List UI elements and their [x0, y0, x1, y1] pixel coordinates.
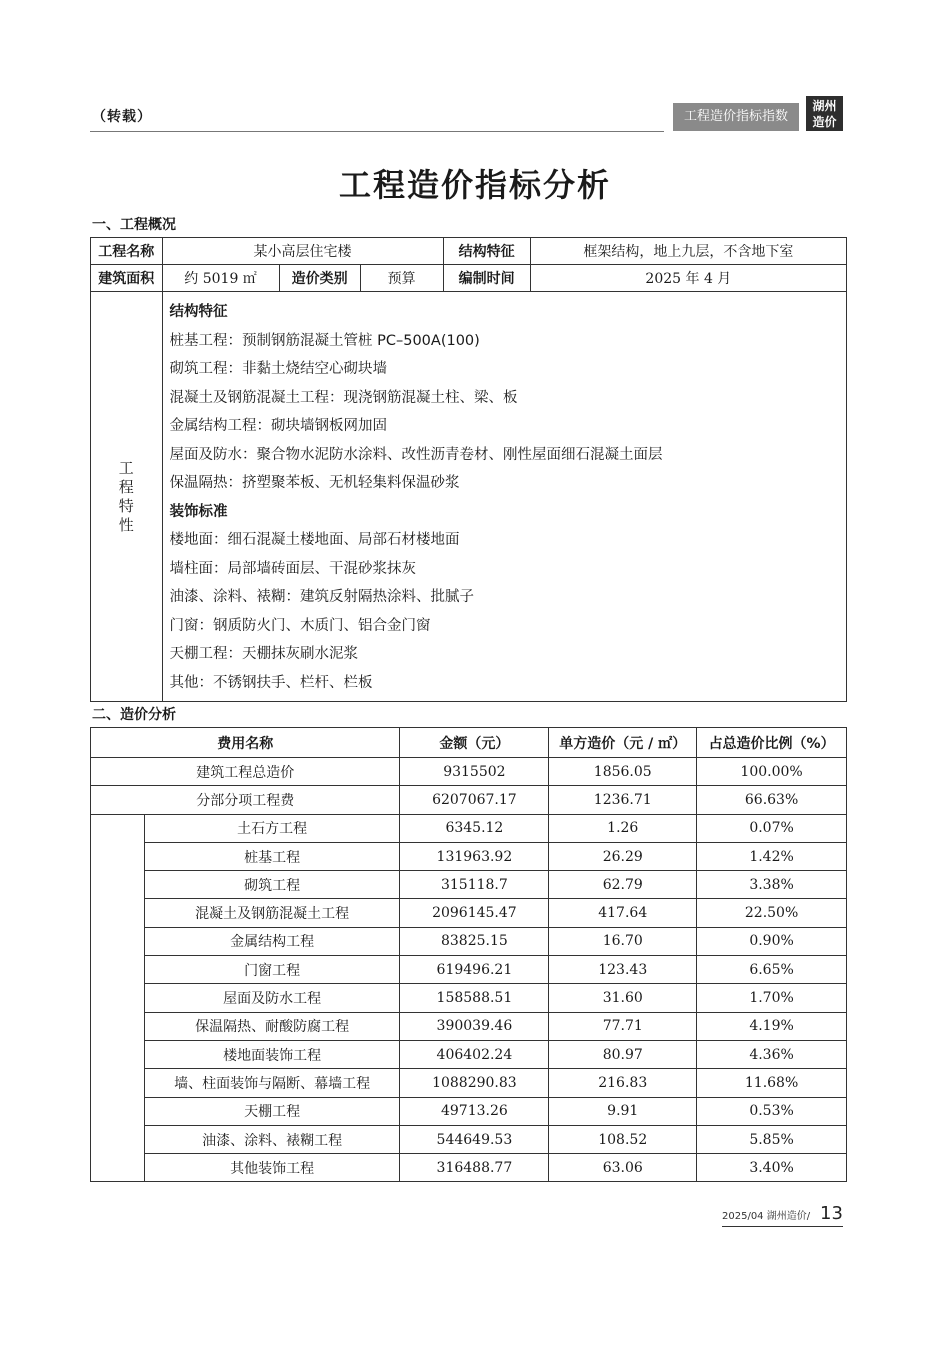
row-ratio: 4.36%: [697, 1040, 847, 1068]
row-amount: 390039.46: [400, 1012, 549, 1040]
row-unit-cost: 216.83: [549, 1069, 697, 1097]
col-header-ratio: 占总造价比例（%）: [697, 728, 847, 758]
row-name: 桩基工程: [144, 842, 400, 870]
page-number: 13: [820, 1203, 843, 1224]
subitem-row: [91, 927, 847, 955]
row-unit-cost: 123.43: [549, 956, 697, 984]
row-unit-cost: 108.52: [549, 1125, 697, 1153]
subitem-row: [91, 842, 847, 870]
summary-row: [91, 758, 847, 786]
subitem-row: [91, 871, 847, 899]
subitem-row: [91, 899, 847, 927]
row-amount: 316488.77: [400, 1154, 549, 1182]
row-amount: 2096145.47: [400, 899, 549, 927]
feature-item: 屋面及防水：聚合物水泥防水涂料、改性沥青卷材、刚性屋面细石混凝土面层: [169, 446, 663, 463]
subitem-row: [91, 814, 847, 842]
row-name: 其他装饰工程: [144, 1154, 400, 1182]
row-ratio: 1.42%: [697, 842, 847, 870]
row-name: 墙、柱面装饰与隔断、幕墙工程: [144, 1069, 400, 1097]
feature-heading: 结构特征: [169, 304, 228, 320]
footer-rule: [722, 1226, 843, 1227]
feature-item: 保温隔热：挤塑聚苯板、无机轻集料保温砂浆: [169, 475, 460, 491]
row-name: 土石方工程: [144, 814, 400, 842]
feature-item: 油漆、涂料、裱糊：建筑反射隔热涂料、批腻子: [169, 589, 474, 605]
feature-item: 天棚工程：天棚抹灰刷水泥浆: [169, 646, 358, 662]
feature-item: 金属结构工程：砌块墙钢板网加固: [169, 418, 387, 434]
subitem-row: [91, 1154, 847, 1182]
section-2-heading: 二、造价分析: [92, 707, 176, 723]
features-label-char: 性: [118, 515, 134, 534]
row-ratio: 3.40%: [697, 1154, 847, 1182]
row-unit-cost: 1236.71: [549, 786, 697, 814]
col-header-unit-cost: 单方造价（元 / ㎡）: [549, 728, 697, 758]
row-amount: 6345.12: [400, 814, 549, 842]
subitem-row: [91, 1097, 847, 1125]
row-amount: 544649.53: [400, 1125, 549, 1153]
row-amount: 158588.51: [400, 984, 549, 1012]
project-overview-table: [90, 237, 847, 702]
date-value: 2025 年 4 月: [530, 265, 846, 292]
row-name: 油漆、涂料、裱糊工程: [144, 1125, 400, 1153]
subitem-row: [91, 1040, 847, 1068]
row-unit-cost: 63.06: [549, 1154, 697, 1182]
feature-item: 楼地面：细石混凝土楼地面、局部石材楼地面: [169, 532, 460, 548]
area-label: 建筑面积: [91, 265, 163, 292]
row-ratio: 6.65%: [697, 956, 847, 984]
row-amount: 49713.26: [400, 1097, 549, 1125]
feature-item: 墙柱面：局部墙砖面层、干混砂浆抹灰: [169, 560, 416, 577]
row-name: 天棚工程: [144, 1097, 400, 1125]
logo-line-2: 造价: [812, 115, 837, 129]
row-unit-cost: 16.70: [549, 927, 697, 955]
row-amount: 315118.7: [400, 871, 549, 899]
section-1-heading: 一、工程概况: [92, 217, 176, 233]
row-amount: 6207067.17: [400, 786, 549, 814]
feature-heading: 装饰标准: [169, 503, 228, 520]
summary-row: [91, 786, 847, 814]
row-unit-cost: 62.79: [549, 871, 697, 899]
row-unit-cost: 77.71: [549, 1012, 697, 1040]
row-name: 混凝土及钢筋混凝土工程: [144, 899, 400, 927]
project-name-label: 工程名称: [91, 238, 163, 265]
row-ratio: 5.85%: [697, 1125, 847, 1153]
overview-row-features: [91, 292, 847, 702]
cost-analysis-table: [90, 727, 847, 1182]
col-header-name: 费用名称: [91, 728, 400, 758]
cost-type-value: 预算: [360, 265, 443, 292]
subitem-row: [91, 1125, 847, 1153]
row-ratio: 100.00%: [697, 758, 847, 786]
row-unit-cost: 417.64: [549, 899, 697, 927]
features-label-char: 工: [118, 458, 134, 477]
features-label-char: 程: [118, 477, 134, 496]
project-name-value: 某小高层住宅楼: [162, 238, 443, 265]
row-unit-cost: 9.91: [549, 1097, 697, 1125]
features-content: [162, 292, 847, 702]
features-label: [91, 292, 163, 702]
row-unit-cost: 1856.05: [549, 758, 697, 786]
row-ratio: 4.19%: [697, 1012, 847, 1040]
row-name: 屋面及防水工程: [144, 984, 400, 1012]
row-amount: 131963.92: [400, 842, 549, 870]
row-unit-cost: 31.60: [549, 984, 697, 1012]
row-name: 分部分项工程费: [91, 786, 400, 814]
structure-value: 框架结构，地上九层，不含地下室: [530, 238, 846, 265]
feature-item: 桩基工程：预制钢筋混凝土管桩 PC–500A(100): [169, 332, 480, 349]
subitem-row: [91, 984, 847, 1012]
row-ratio: 0.07%: [697, 814, 847, 842]
row-amount: 83825.15: [400, 927, 549, 955]
row-name: 砌筑工程: [144, 871, 400, 899]
footer-issue: 2025/04 湖州造价/: [722, 1211, 811, 1222]
row-name: 保温隔热、耐酸防腐工程: [144, 1012, 400, 1040]
overview-row-2: [91, 265, 847, 292]
cost-type-label: 造价类别: [279, 265, 360, 292]
feature-item: 其他：不锈钢扶手、栏杆、栏板: [169, 674, 373, 691]
row-name: 门窗工程: [144, 956, 400, 984]
row-name: 楼地面装饰工程: [144, 1040, 400, 1068]
row-name: 建筑工程总造价: [91, 758, 400, 786]
row-name: 金属结构工程: [144, 927, 400, 955]
overview-row-1: [91, 238, 847, 265]
subitem-row: [91, 956, 847, 984]
reprint-label: （转载）: [92, 109, 152, 125]
subitem-row: [91, 1012, 847, 1040]
row-amount: 1088290.83: [400, 1069, 549, 1097]
feature-item: 门窗：钢质防火门、木质门、铝合金门窗: [169, 617, 431, 634]
row-unit-cost: 26.29: [549, 842, 697, 870]
date-label: 编制时间: [443, 265, 530, 292]
section-badge: 工程造价指标指数: [673, 103, 799, 131]
row-ratio: 0.90%: [697, 927, 847, 955]
row-ratio: 0.53%: [697, 1097, 847, 1125]
table-header-row: [91, 728, 847, 758]
subitem-row: [91, 1069, 847, 1097]
feature-item: 砌筑工程：非黏土烧结空心砌块墙: [169, 361, 387, 377]
structure-label: 结构特征: [443, 238, 530, 265]
col-header-amount: 金额（元）: [400, 728, 549, 758]
row-unit-cost: 1.26: [549, 814, 697, 842]
feature-item: 混凝土及钢筋混凝土工程：现浇钢筋混凝土柱、梁、板: [169, 389, 518, 406]
row-ratio: 22.50%: [697, 899, 847, 927]
magazine-logo: [806, 96, 843, 131]
row-ratio: 1.70%: [697, 984, 847, 1012]
features-label-char: 特: [118, 496, 134, 515]
row-amount: 9315502: [400, 758, 549, 786]
row-ratio: 11.68%: [697, 1069, 847, 1097]
row-amount: 406402.24: [400, 1040, 549, 1068]
area-value: 约 5019 ㎡: [162, 265, 279, 292]
logo-line-1: 湖州: [812, 99, 837, 113]
subitem-indent-cell: [91, 814, 145, 1182]
page-title: 工程造价指标分析: [338, 166, 611, 204]
row-ratio: 3.38%: [697, 871, 847, 899]
header-rule: [90, 131, 664, 132]
row-amount: 619496.21: [400, 956, 549, 984]
row-ratio: 66.63%: [697, 786, 847, 814]
row-unit-cost: 80.97: [549, 1040, 697, 1068]
